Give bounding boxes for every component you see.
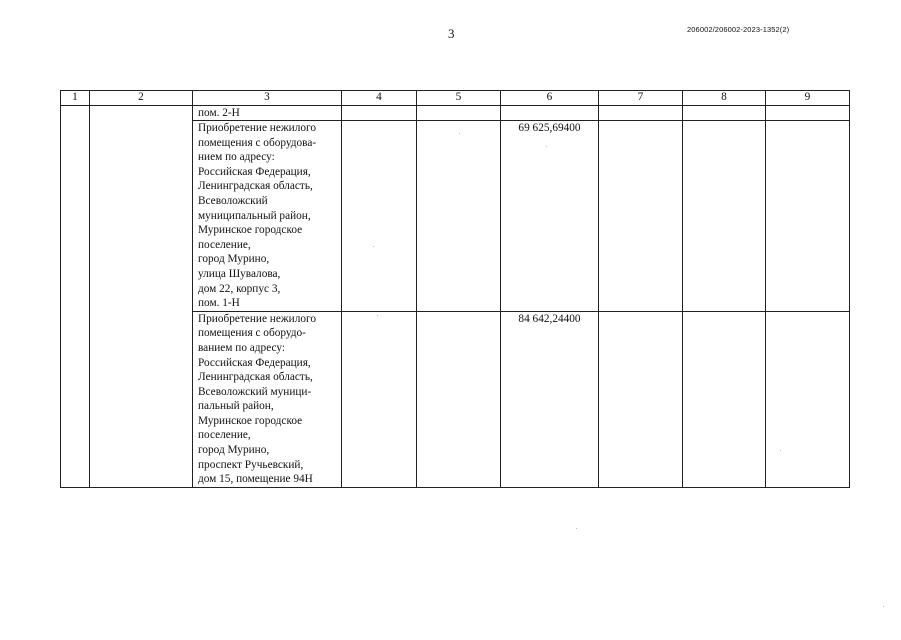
column-header-9: 9 — [766, 91, 850, 106]
table-cell — [417, 106, 501, 121]
description-line: Муринское городское — [198, 414, 303, 427]
description-line: помещения с оборудова- — [198, 136, 317, 149]
column-header-1: 1 — [61, 91, 90, 106]
table-cell — [90, 311, 193, 487]
table-cell — [342, 311, 417, 487]
scan-speck — [780, 450, 781, 451]
table-row — [61, 121, 850, 312]
table-cell — [766, 106, 850, 121]
description-line: муниципальный район, — [198, 209, 311, 222]
description-line: Российская Федерация, — [198, 356, 311, 369]
description-line: помещения с оборудо- — [198, 327, 306, 340]
description-line: дом 15, помещение 94Н — [198, 473, 313, 486]
column-header-2: 2 — [90, 91, 193, 106]
description-line: проспект Ручьевский, — [198, 458, 304, 471]
column-header-4: 4 — [342, 91, 417, 106]
table-cell — [683, 121, 766, 312]
table-row-continuation — [61, 106, 850, 121]
column-header-8: 8 — [683, 91, 766, 106]
scan-speck — [373, 246, 374, 247]
table-cell — [683, 311, 766, 487]
description-line: Ленинградская область, — [198, 371, 313, 384]
scan-speck — [459, 133, 460, 134]
table-cell — [342, 106, 417, 121]
document-id: 206002/206002-2023-1352(2) — [687, 25, 790, 34]
table-cell — [683, 106, 766, 121]
table-cell — [766, 121, 850, 312]
row-description — [193, 121, 342, 312]
table-cell — [61, 311, 90, 487]
table-cell — [417, 121, 501, 312]
description-line: Ленинградская область, — [198, 180, 313, 193]
description-line: поселение, — [198, 238, 251, 251]
description-line: Российская Федерация, — [198, 165, 311, 178]
description-line: улица Шувалова, — [198, 267, 281, 280]
scan-speck — [883, 606, 884, 607]
page-number: 3 — [448, 26, 455, 41]
description-line: город Мурино, — [198, 253, 270, 266]
description-line: Всеволожский — [198, 194, 268, 207]
description-line: город Мурино, — [198, 444, 270, 457]
description-line: Всеволожский муници- — [198, 385, 312, 398]
table-cell — [417, 311, 501, 487]
description-line: нием по адресу: — [198, 151, 275, 164]
table-cell — [90, 121, 193, 312]
table-cell — [599, 106, 683, 121]
table-cell — [599, 121, 683, 312]
description-line: Муринское городское — [198, 224, 303, 237]
description-line: Приобретение нежилого — [198, 312, 316, 325]
scan-speck — [546, 146, 547, 147]
description-line: пом. 1-Н — [198, 297, 240, 310]
table-cell — [90, 106, 193, 121]
data-table — [60, 90, 850, 488]
description-line: Приобретение нежилого — [198, 122, 316, 134]
table-cell — [501, 106, 599, 121]
column-header-3: 3 — [193, 91, 342, 106]
scan-speck — [576, 528, 577, 529]
table-cell — [342, 121, 417, 312]
amount-cell: 84 642,24400 — [501, 311, 599, 487]
table-cell — [599, 311, 683, 487]
description-line: дом 22, корпус 3, — [198, 282, 281, 295]
column-header-5: 5 — [417, 91, 501, 106]
table-row — [61, 311, 850, 487]
table-cell — [61, 106, 90, 121]
column-header-6: 6 — [501, 91, 599, 106]
amount-cell: 69 625,69400 — [501, 121, 599, 312]
description-line: поселение, — [198, 429, 251, 442]
continuation-description: пом. 2-Н — [193, 106, 342, 121]
scan-speck — [377, 315, 378, 316]
table-cell — [766, 311, 850, 487]
row-description — [193, 311, 342, 487]
table-header-row — [61, 91, 850, 106]
column-header-7: 7 — [599, 91, 683, 106]
table-cell — [61, 121, 90, 312]
description-line: ванием по адресу: — [198, 341, 286, 354]
description-line: пальный район, — [198, 400, 274, 413]
